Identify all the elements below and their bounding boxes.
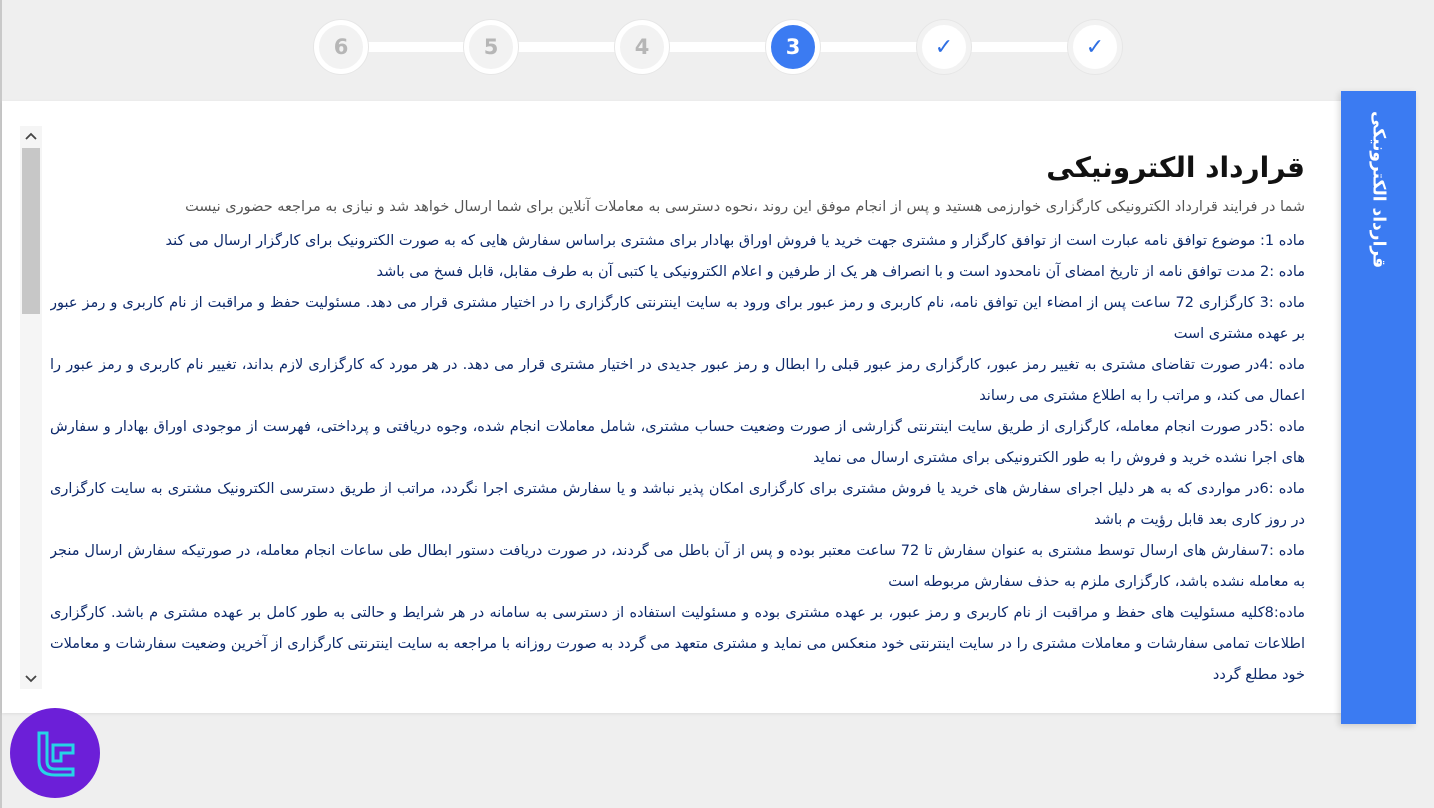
contract-title: قرارداد الکترونیکی [1046, 151, 1305, 184]
step-1-done-check-icon: ✓ [1068, 20, 1122, 74]
article-1: ماده 1: موضوع توافق نامه عبارت است از توافق کارگزار و مشتری جهت خرید یا فروش اوراق بهادار برای مشتری براساس سفارش هایی که به صورت الکترونیک برای کارگزار ارسال می کند [165, 233, 1305, 249]
article-5: ماده :5در صورت انجام معامله، کارگزاری از طریق سایت اینترنتی گزارشی از صورت وضعیت حساب مشتری، شامل معاملات انجام شده، وجوه دریافتی و پرداختی، فهرست از موجودی اوراق بهادار و سفارش های اجرا نشده خرید و فروش را به طور الکترونیکی برای مشتری ارسال می نماید [50, 419, 1305, 466]
scrollbar-thumb[interactable] [22, 148, 40, 314]
article-7: ماده :7سفارش های ارسال توسط مشتری به عنوان سفارش تا 72 ساعت معتبر بوده و پس از آن باطل می گردند، در صورت دریافت دستور ابطال طی ساعات انجام معامله، در صورتیکه سفارش ارسال منجر به معامله نشده باشد، کارگزاری ملزم به حذف سفارش مربوطه است [50, 543, 1305, 590]
brand-logo-icon [10, 708, 100, 798]
progress-stepper [300, 14, 1140, 78]
step-3-active: 3 [766, 20, 820, 74]
step-2-done-check-icon: ✓ [917, 20, 971, 74]
scroll-up-chevron-icon[interactable] [20, 126, 42, 146]
stepper-track [340, 42, 1100, 52]
scroll-down-chevron-icon[interactable] [20, 669, 42, 689]
article-8: ماده:8کلیه مسئولیت های حفظ و مراقبت از نام کاربری و رمز عبور، بر عهده مشتری بوده و مسئولیت استفاده از دسترسی به سامانه در هر شرایط و حالتی به طور کامل بر عهده مشتری م باشد. کارگزاری اطلاعات تمامی سفارشات و معاملات مشتری را در سایت اینترنتی خود منعکس می نماید و مشتری متعهد می گردد به صورت روزانه با مراجعه به سایت اینترنتی کارگزاری از آخرین وضعیت سفارشات و معاملات خود مطلع گردد [50, 605, 1305, 683]
article-4: ماده :4در صورت تقاضای مشتری به تغییر رمز عبور، کارگزاری رمز عبور قبلی را ابطال و رمز عبور جدیدی در اختیار مشتری قرار می دهد. در هر مورد که کارگزاری لازم بداند، تغییر نام کاربری و رمز عبور را اعمال می کند، و مراتب را به اطلاع مشتری می رساند [50, 357, 1305, 404]
step-6: 6 [314, 20, 368, 74]
side-tab-label: قرارداد الکترونیکی [1368, 111, 1389, 269]
contract-side-tab[interactable] [1341, 91, 1416, 724]
step-4: 4 [615, 20, 669, 74]
article-6: ماده :6در مواردی که به هر دلیل اجرای سفارش های خرید یا فروش مشتری برای کارگزاری امکان پذیر نباشد و یا سفارش مشتری اجرا نگردد، مراتب از طریق دسترسی الکترونیک مشتری به سایت کارگزاری در روز کاری بعد قابل رؤیت م باشد [50, 481, 1305, 528]
article-3: ماده :3 کارگزاری 72 ساعت پس از امضاء این توافق نامه، نام کاربری و رمز عبور برای ورود به سایت اینترنتی کارگزاری را در اختیار مشتری قرار می دهد. مسئولیت حفظ و مراقبت از نام کاربری و رمز عبور بر عهده مشتری است [50, 295, 1305, 342]
article-2: ماده :2 مدت توافق نامه از تاریخ امضای آن نامحدود است و با انصراف هر یک از طرفین و اعلام الکترونیکی یا کتبی آن به طرف مقابل، قابل فسخ می باشد [376, 264, 1305, 280]
contract-intro: شما در فرایند قرارداد الکترونیکی کارگزاری خوارزمی هستید و پس از انجام موفق این روند ،نحوه دسترسی به معاملات آنلاین برای شما ارسال خواهد شد و نیازی به مراجعه حضوری نیست [185, 199, 1305, 215]
contract-content [50, 140, 1305, 692]
step-5: 5 [464, 20, 518, 74]
content-scrollbar[interactable] [20, 126, 42, 689]
